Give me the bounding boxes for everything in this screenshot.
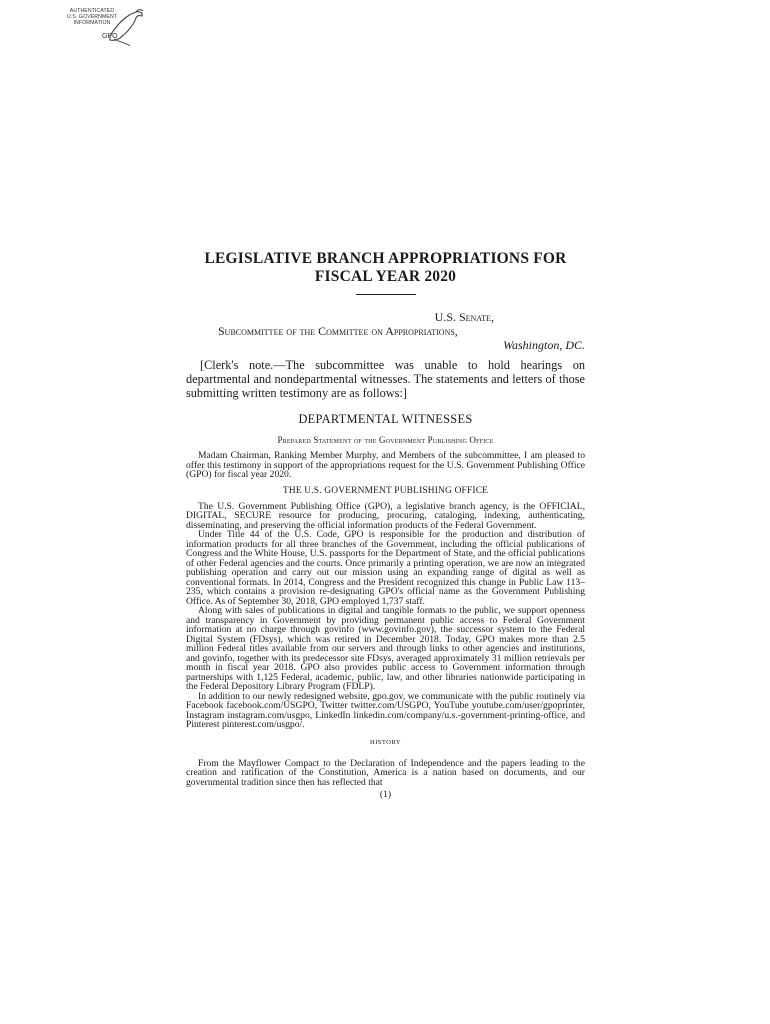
intro-paragraph: Madam Chairman, Ranking Member Murphy, and Members of the subcommittee, I am pleased to offer this testimony in support of the appropriations request for the U.S. Government Publishing Office (GPO) for fiscal year 2020. [186,450,585,481]
seal-line-authenticated: AUTHENTICATED [69,8,115,14]
document-page [186,250,585,800]
subheading-gpo: THE U.S. GOVERNMENT PUBLISHING OFFICE [282,485,489,496]
gpo-authentication-seal [62,6,146,48]
prepared-statement-heading: Prepared Statement of the Government Publishing Office [277,435,494,446]
title-line-1: LEGISLATIVE BRANCH APPROPRIATIONS FOR [204,250,567,267]
section-heading: DEPARTMENTAL WITNESSES [298,412,473,427]
location-header: Washington, DC. [503,338,585,352]
eagle-icon [106,6,146,48]
body-paragraph: Along with sales of publications in digital and tangible formats to the public, we support openness and transparency in Government by providing permanent public access to Federal Government information at no charge through govinfo (www.govinfo.gov), the successor system to the Federal Digital System (FDsys), which was retired in December 2018. Today, GPO makes more than 2.5 million Federal titles available from our servers and through links to other agencies and institutions, and govinfo, together with its predecessor site FDsys, averaged approximately 31 million retrievals per month in fiscal year 2018. GPO also provides public access to Government information through partnerships with 1,125 Federal, academic, public, law, and other libraries nationwide participating in the Federal Depository Library Program (FDLP). [186,605,585,693]
body-paragraph: The U.S. Government Publishing Office (GPO), a legislative branch agency, is the OFFICIAL, DIGITAL, SECURE resource for producing, procuring, cataloging, indexing, authenticating, disseminating, and preserving the official information products of the Federal Government. [186,500,585,531]
page-number: (1) [379,789,392,801]
clerk-note: [Clerk's note.—The subcommittee was unable to hold hearings on departmental and nondepartmental witnesses. The statements and letters of those submitting written testimony are as follows:] [186,358,585,400]
subcommittee-header: Subcommittee of the Committee on Appropriations, [218,324,458,338]
seal-line-government: U.S. GOVERNMENT [66,14,118,20]
history-heading: HISTORY [370,738,401,746]
title-divider [356,294,416,295]
title-line-2: FISCAL YEAR 2020 [314,268,457,285]
seal-line-information: INFORMATION [73,20,111,26]
history-paragraph: From the Mayflower Compact to the Declaration of Independence and the papers leading to the creation and ratification of the Constitution, America is a nation based on documents, and our governmental tradition since then has reflected that [186,757,585,788]
body-paragraph: Under Title 44 of the U.S. Code, GPO is responsible for the production and distribution of information products for all three branches of the Government, including the official publications of Congress and the White House, U.S. passports for the Department of State, and the official publications of other Federal agencies and the courts. Once primarily a printing operation, we are now an integrated publishing operation and carry out our mission using an expanding range of digital as well as conventional formats. In 2014, Congress and the President recognized this change in Public Law 113–235, which contains a provision re-designating GPO's official name as the Government Publishing Office. As of September 30, 2018, GPO employed 1,737 staff. [186,529,585,607]
seal-gpo-label: GPO [102,33,118,40]
document-title [186,250,585,286]
body-paragraph: In addition to our newly redesigned website, gpo.gov, we communicate with the public routinely via Facebook facebook.com/USGPO, Twitter twitter.com/USGPO, YouTube youtube.com/user/gpoprinter, Instagram instagram.com/usgpo, LinkedIn linkedin.com/company/u.s.-government-printing-office, and Pinterest pinterest.com/usgpo/. [186,690,585,731]
senate-header: U.S. Senate, [434,310,494,324]
